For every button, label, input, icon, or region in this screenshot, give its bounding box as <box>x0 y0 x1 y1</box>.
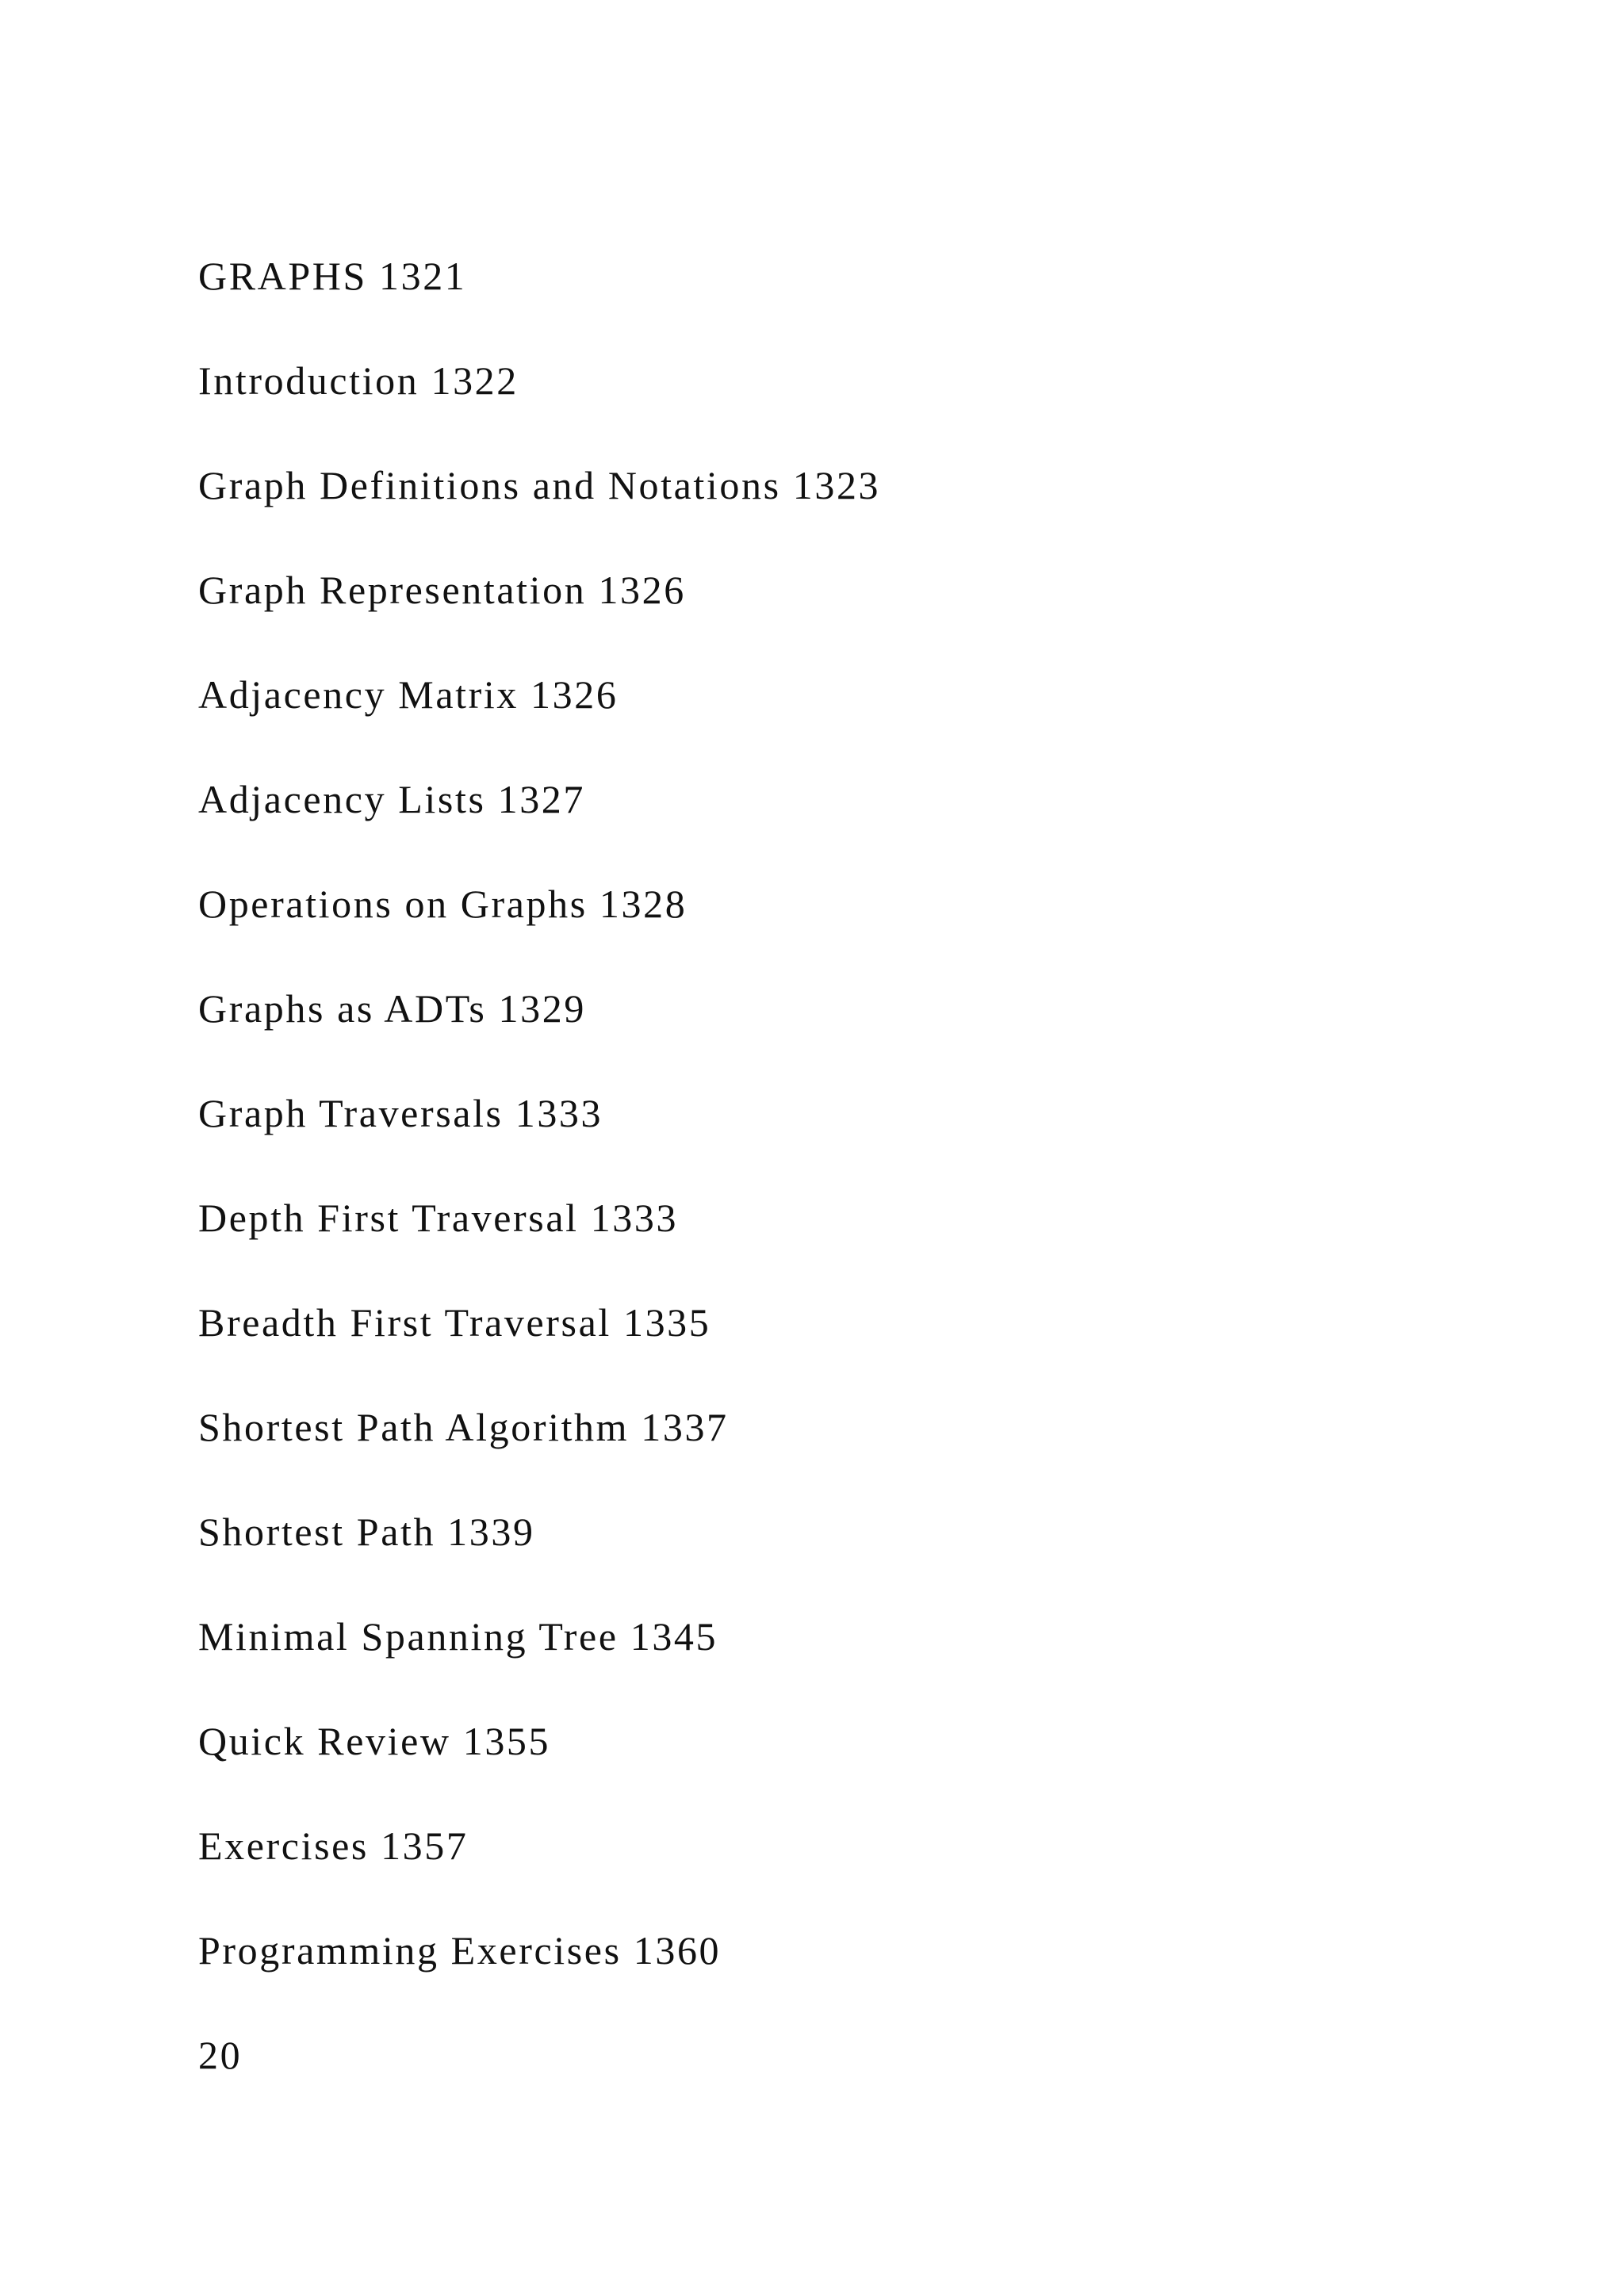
toc-entry-graph-traversals: Graph Traversals 1333 <box>198 1091 603 1135</box>
toc-entry-graphs-as-adts: Graphs as ADTs 1329 <box>198 986 586 1031</box>
toc-entry-adjacency-lists: Adjacency Lists 1327 <box>198 777 586 821</box>
toc-entry-quick-review: Quick Review 1355 <box>198 1719 551 1763</box>
toc-entry-programming-exercises: Programming Exercises 1360 <box>198 1928 722 1973</box>
toc-entry-graph-representation: Graph Representation 1326 <box>198 568 686 612</box>
toc-entry-minimal-spanning-tree: Minimal Spanning Tree 1345 <box>198 1614 718 1659</box>
page-number: 20 <box>198 2033 243 2077</box>
toc-entry-shortest-path: Shortest Path 1339 <box>198 1510 535 1554</box>
toc-entry-operations-on-graphs: Operations on Graphs 1328 <box>198 882 688 926</box>
toc-entry-breadth-first-traversal: Breadth First Traversal 1335 <box>198 1300 711 1345</box>
table-of-contents <box>198 247 880 2131</box>
toc-entry-graph-definitions: Graph Definitions and Notations 1323 <box>198 463 881 507</box>
toc-heading: GRAPHS 1321 <box>198 254 467 298</box>
toc-entry-exercises: Exercises 1357 <box>198 1823 469 1868</box>
toc-entry-depth-first-traversal: Depth First Traversal 1333 <box>198 1196 679 1240</box>
toc-entry-adjacency-matrix: Adjacency Matrix 1326 <box>198 672 619 717</box>
toc-entry-shortest-path-algorithm: Shortest Path Algorithm 1337 <box>198 1405 729 1449</box>
toc-entry-introduction: Introduction 1322 <box>198 358 519 403</box>
